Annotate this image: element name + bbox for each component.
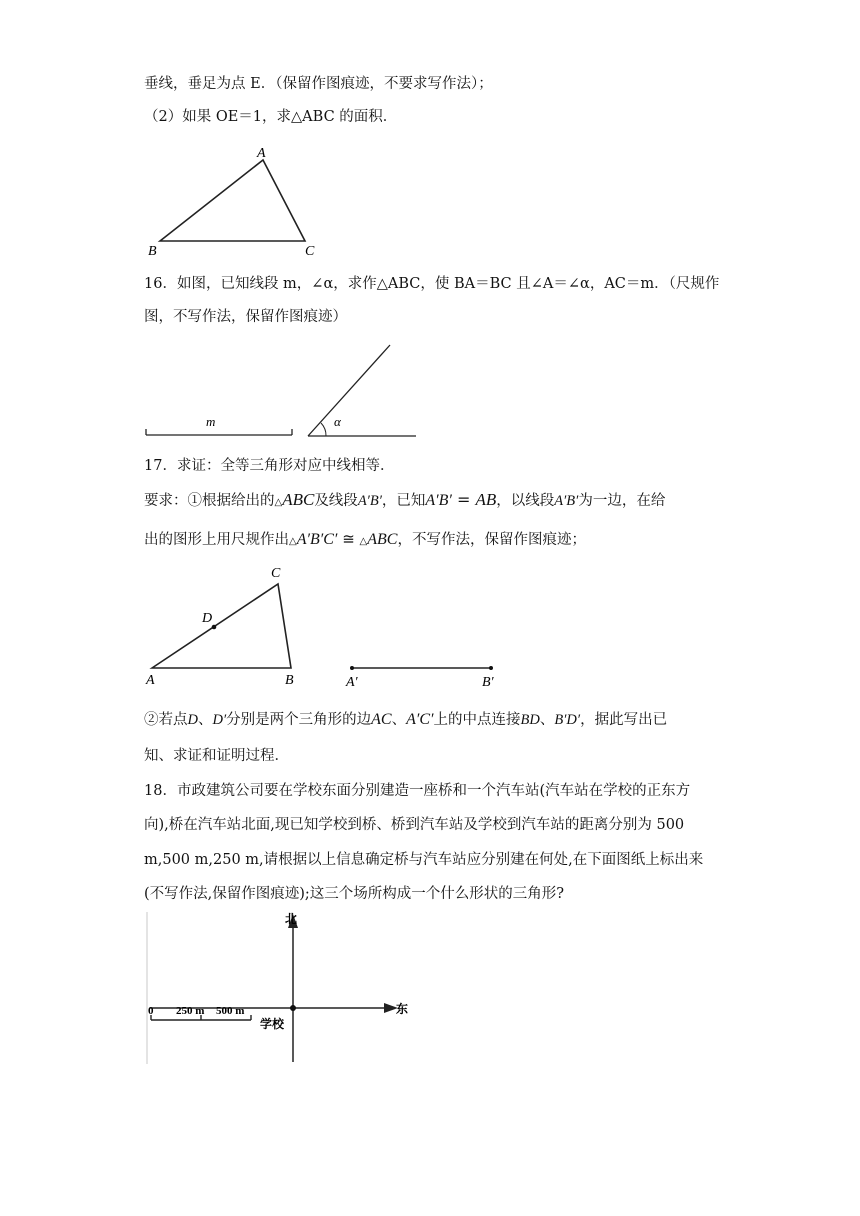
q18-text-line4: (不写作法,保留作图痕迹);这三个场所构成一个什么形状的三角形? [144,886,565,902]
q18-text-line2: 向),桥在汽车站北面,现已知学校到桥、桥到汽车站及学校到汽车站的距离分别为 500 [144,817,685,833]
q18-map-figure [140,908,420,1068]
q16-text-line2: 图，不写作法，保留作图痕迹） [144,309,347,325]
q17-label-a: A [146,673,155,688]
q18-school-label: 学校 [260,1017,285,1031]
q15-text-line2: （2）如果 OE＝1，求△ABC 的面积． [144,109,398,125]
q18-text-line3: m,500 m,250 m,请根据以上信息确定桥与汽车站应分别建在何处,在下面图纸上标出来 [144,852,704,868]
q18-scale-0: 0 [148,1005,154,1017]
q18-north-label: 北 [285,912,298,926]
q18-text-line1: 18．市政建筑公司要在学校东面分别建造一座桥和一个汽车站(汽车站在学校的正东方 [144,783,691,799]
q17-req-line1: 要求：①根据给出的△ABC及线段A′B′，已知A′B′ = AB，以线段A′B′为一边，在给 [144,490,666,509]
q17-req-line2: 出的图形上用尺规作出△A′B′C′ ≅ △ABC，不写作法，保留作图痕迹； [144,530,586,548]
q18-scale-250: 250 m [176,1005,205,1017]
q17-label-c: C [271,566,281,581]
q15-text-line1: 垂线，垂足为点 E．（保留作图痕迹，不要求写作法）； [144,76,493,92]
q18-scale-500: 500 m [216,1005,245,1017]
q17-figure [140,560,520,695]
q17-req-line4: 知、求证和证明过程． [144,748,289,764]
q17-label-bp: B′ [482,675,494,690]
q16-text-line1: 16．如图，已知线段 m，∠α，求作△ABC，使 BA＝BC 且∠A＝∠α，AC＝m．（尺规作 [144,276,720,292]
q17-title: 17．求证：全等三角形对应中线相等． [144,458,395,474]
q15-triangle-figure [140,140,340,260]
q15-label-a: A [257,146,266,161]
q15-label-b: B [148,244,157,259]
q18-east-label: 东 [396,1002,409,1016]
q17-label-ap: A′ [346,675,358,690]
q17-label-d: D [202,611,213,626]
q17-req-line3: ②若点D、D′分别是两个三角形的边AC、A′C′上的中点连接BD、B′D′，据此写出已 [144,711,668,728]
q16-angle-label: α [334,414,341,429]
q17-label-b: B [285,673,294,688]
q16-given-figure [140,340,430,445]
q16-seg-label-m: m [206,414,216,429]
q15-label-c: C [305,244,315,259]
